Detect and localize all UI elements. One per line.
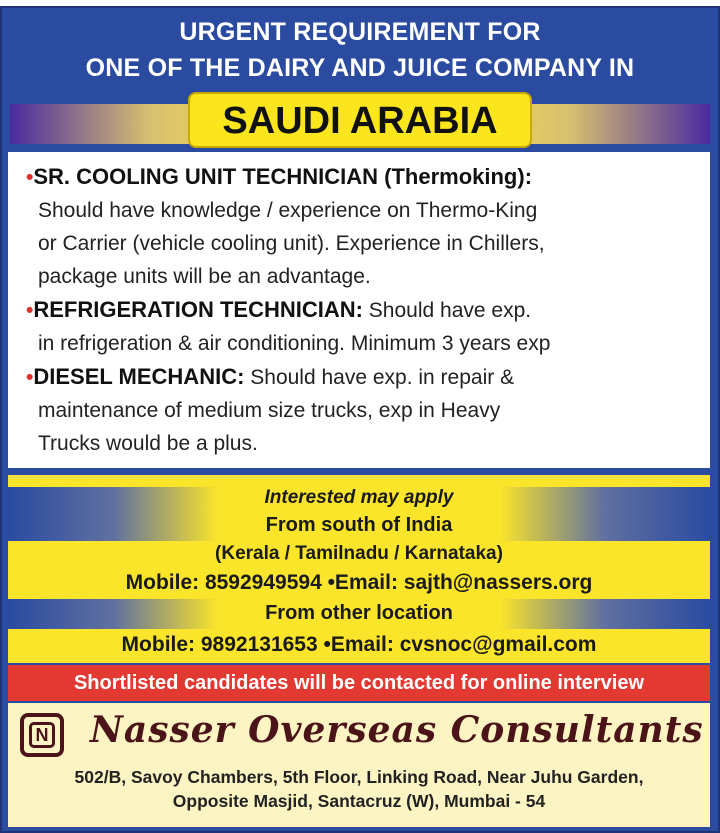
other-email-link[interactable]: cvsnoc@gmail.com	[399, 633, 597, 656]
job-desc: Should have knowledge / experience on Thermo-King	[38, 199, 538, 222]
job-title: REFRIGERATION TECHNICIAN:	[33, 297, 363, 322]
job-title-suffix: (Thermoking):	[378, 164, 533, 189]
other-mobile-link[interactable]: 9892131653	[200, 633, 318, 656]
job-item-refrigeration	[26, 293, 696, 360]
south-email-link[interactable]: sajth@nassers.org	[403, 571, 593, 594]
other-contact	[8, 633, 710, 657]
job-desc: Trucks would be a plus.	[38, 432, 258, 455]
job-desc: Should have exp. in repair &	[244, 366, 515, 389]
company-logo-icon	[20, 713, 64, 757]
mobile-label: Mobile:	[121, 633, 201, 656]
job-desc: in refrigeration & air conditioning. Minimum 3 years exp	[38, 332, 551, 355]
address-line1: 502/B, Savoy Chambers, 5th Floor, Linking Road, Near Juhu Garden,	[74, 767, 644, 787]
headline-line1: URGENT REQUIREMENT FOR	[179, 18, 541, 46]
email-label: •Email:	[321, 571, 404, 594]
interview-notice: Shortlisted candidates will be contacted for online interview	[8, 665, 710, 701]
south-states: (Kerala / Tamilnadu / Karnataka)	[215, 543, 503, 564]
country-badge: SAUDI ARABIA	[188, 92, 532, 148]
email-label: •Email:	[317, 633, 400, 656]
company-footer	[8, 703, 710, 827]
job-desc: or Carrier (vehicle cooling unit). Experience in Chillers,	[38, 232, 545, 255]
apply-section	[8, 475, 710, 663]
logo-letter: N	[29, 722, 55, 748]
company-name: Nasser Overseas Consultants	[90, 709, 704, 751]
job-item-cooling	[26, 160, 696, 293]
address-line2: Opposite Masjid, Santacruz (W), Mumbai - 54	[172, 791, 546, 811]
job-desc: Should have exp.	[362, 299, 532, 322]
bullet: •	[26, 166, 34, 189]
bullet: •	[26, 366, 34, 389]
headline-line2: ONE OF THE DAIRY AND JUICE COMPANY IN	[85, 54, 635, 82]
job-desc: maintenance of medium size trucks, exp in Heavy	[38, 399, 501, 422]
job-item-diesel	[26, 360, 696, 460]
apply-intro: Interested may apply	[264, 487, 454, 508]
job-title: SR. COOLING UNIT TECHNICIAN	[33, 164, 379, 189]
south-contact	[8, 571, 710, 595]
south-mobile-link[interactable]: 8592949594	[204, 571, 322, 594]
other-title: From other location	[265, 602, 453, 624]
job-desc: package units will be an advantage.	[38, 265, 371, 288]
mobile-label: Mobile:	[125, 571, 205, 594]
job-list	[8, 152, 710, 468]
bullet: •	[26, 299, 34, 322]
job-title: DIESEL MECHANIC:	[33, 364, 245, 389]
south-title: From south of India	[265, 514, 453, 536]
